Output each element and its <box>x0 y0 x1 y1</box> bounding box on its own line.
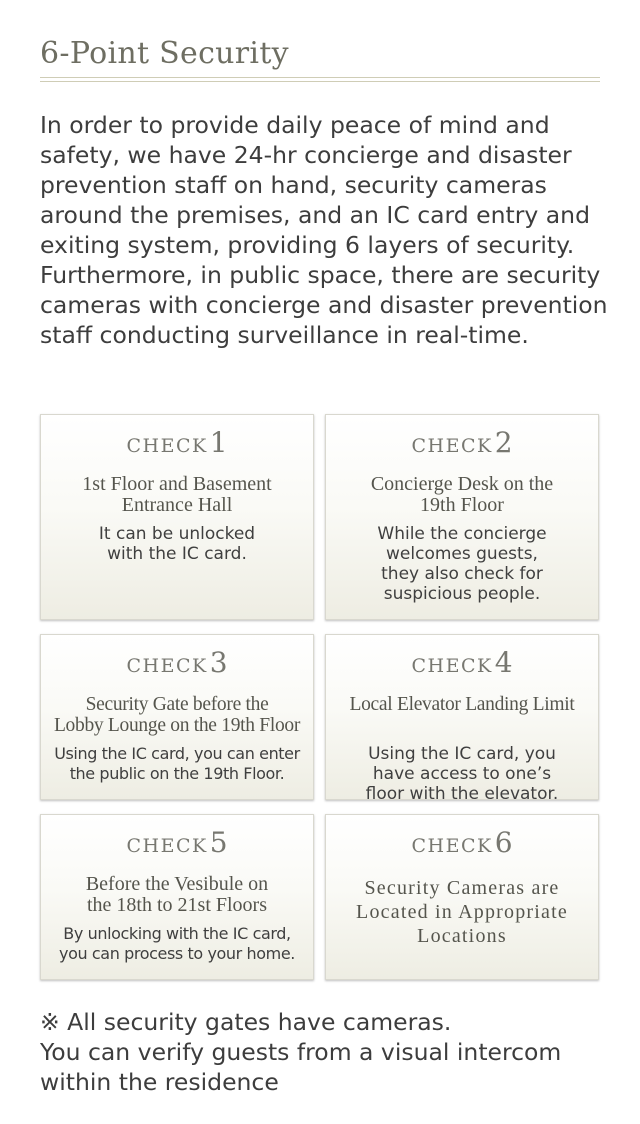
check-description: Using the IC card, you have access to one’s floor with the elevator. <box>365 744 559 804</box>
check-description: Using the IC card, you can enter the public on the 19th Floor. <box>54 744 300 783</box>
check-title: 1st Floor and Basement Entrance Hall <box>82 473 272 516</box>
check-label: CHECK <box>411 655 493 677</box>
check-heading <box>326 647 598 683</box>
check-title: Concierge Desk on the 19th Floor <box>370 473 554 516</box>
check-number: 2 <box>494 426 513 459</box>
check-label: CHECK <box>126 835 208 857</box>
check-heading <box>326 427 598 463</box>
check-description: While the concierge welcomes guests, they also check for suspicious people. <box>377 524 547 604</box>
footer-note-line-2: You can verify guests from a visual intercom within the residence <box>40 1038 562 1096</box>
check-card-5 <box>40 814 314 980</box>
title-divider-top <box>40 77 600 78</box>
check-number: 4 <box>494 646 513 679</box>
check-heading <box>41 427 313 463</box>
footer-note <box>40 1007 620 1097</box>
check-number: 1 <box>209 426 228 459</box>
check-description: It can be unlocked with the IC card. <box>98 524 256 564</box>
check-card-2 <box>325 414 599 620</box>
check-card-4 <box>325 634 599 804</box>
check-title: Before the Vesibule on the 18th to 21st Floors <box>85 873 269 916</box>
check-number: 5 <box>209 826 228 859</box>
check-heading <box>41 827 313 863</box>
check-title: Security Cameras are Located in Appropriate Locations <box>356 877 568 947</box>
check-heading <box>41 647 313 683</box>
intro-paragraph: In order to provide daily peace of mind and safety, we have 24-hr concierge and disaster prevention staff on hand, security cameras around the premises, and an IC card entry and exiting system, providing 6 layers of security. Furthermore, in public space, there are security cameras with concierge and disaster prevention staff conducting surveillance in real-time. <box>40 111 608 349</box>
check-card-6 <box>325 814 599 980</box>
check-label: CHECK <box>126 655 208 677</box>
check-description: By unlocking with the IC card, you can process to your home. <box>59 924 295 963</box>
check-label: CHECK <box>126 435 208 457</box>
check-title: Local Elevator Landing Limit <box>349 694 575 715</box>
footer-note-line-1: ※ All security gates have cameras. <box>40 1008 452 1036</box>
title-divider-bottom <box>40 81 600 82</box>
check-card-1 <box>40 414 314 620</box>
check-title: Security Gate before the Lobby Lounge on the 19th Floor <box>53 694 301 736</box>
check-card-3 <box>40 634 314 800</box>
check-number: 6 <box>494 826 513 859</box>
check-number: 3 <box>209 646 228 679</box>
check-heading <box>326 827 598 863</box>
page-title: 6-Point Security <box>40 36 289 71</box>
check-label: CHECK <box>411 835 493 857</box>
check-label: CHECK <box>411 435 493 457</box>
